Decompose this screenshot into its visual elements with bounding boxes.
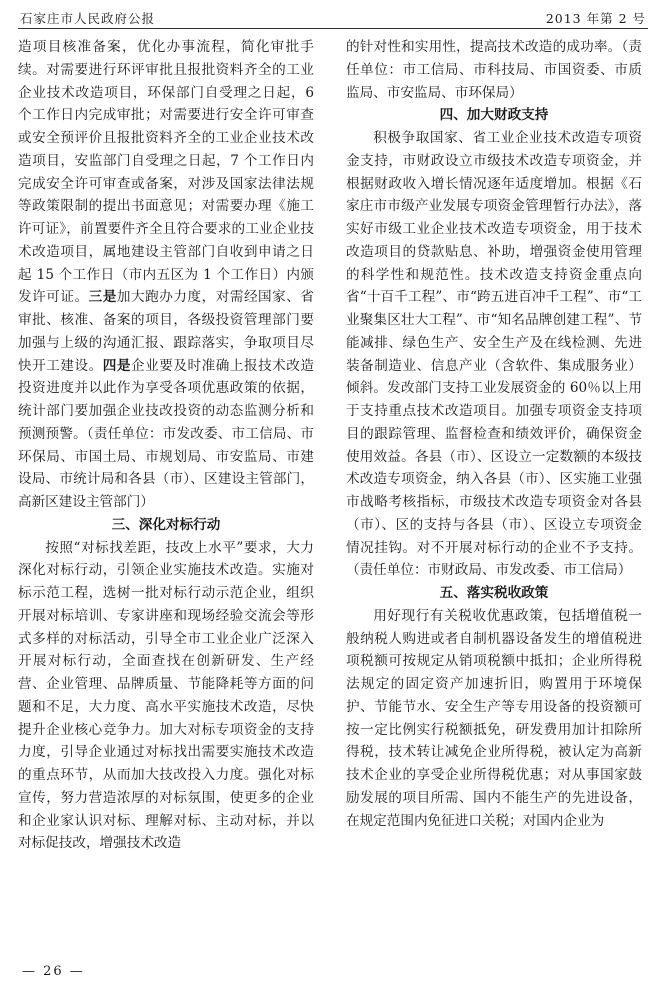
emphasis-point-three: 三是: [88, 289, 117, 306]
page-number: — 26 —: [22, 964, 85, 979]
paragraph-approval: [18, 36, 314, 514]
issue-label: 2013 年第 2 号: [545, 11, 646, 26]
page-header: [18, 6, 648, 29]
section-heading-benchmarking: 三、深化对标行动: [111, 516, 221, 533]
paragraph-benchmarking: 按照“对标找差距，技改上水平”要求，大力深化对标行动，引领企业实施技术改造。实施对标示范工程，选树一批对标行动示范企业，组织开展对标培训、专家讲座和现场经验交流会等形式多样的对标活动，引导全市工业企业广泛深入开展对标行动，全面查找在创新研发、生产经营、企业管理、品牌质量、节能降耗等方面的问题和不足，大力度、高水平实施技术改造，尽快提升企业核心竞争力。加大对标专项资金的支持力度，引导企业通过对标找出需要实施技术改造的重点环节，从而加大技改投入力度。强化对标宣传，努力营造浓厚的对标氛围，使更多的企业和企业家认识对标、理解对标、主动对标，并以对标促技改，增强技术改造: [18, 539, 314, 852]
paragraph-text: 造项目核准备案，优化办事流程，简化审批手续。对需要进行环评审批且报批资料齐全的工业企业技术改造项目，环保部门自受理之日起，6 个工作日内完成审批；对需要进行安全许可审查或安全预评价且报批资料齐全的工业企业技术改造项目，安监部门自受理之日起，7 个工作日内完成安全许可审查或备案，对涉及国家法律法规等政策限制的提出书面意见；对需要办理《施工许可证》，前置要件齐全且符合要求的工业企业技术改造项目，属地建设主管部门自收到申请之日起 15 个工作日（市内五区为 1 个工作日）内颁发许可证。: [18, 39, 314, 306]
left-column: [18, 36, 314, 855]
paragraph-text: 企业要及时准确上报技术改造投资进度并以此作为享受各项优惠政策的依据，统计部门要加强企业技改投资的动态监测分析和预测预警。（责任单位：市发改委、市工信局、市环保局、市国土局、市规划局、市安监局、市建设局、市统计局和各县（市）、区建设主管部门，高新区建设主管部门）: [18, 357, 315, 510]
paragraph-finance: 积极争取国家、省工业企业技术改造专项资金支持，市财政设立市级技术改造专项资金，并根据财政收入增长情况逐年适度增加。根据《石家庄市市级产业发展专项资金管理暂行办法》，落实好市级工业企业技术改造专项资金，用于技术改造项目的贷款贴息、补助，增强资金使用管理的科学性和规范性。技术改造支持资金重点向省“十百千工程”、市“跨五进百冲千工程”、市“工业聚集区壮大工程”、市“知名品牌创建工程”、节能减排、绿色生产、安全生产及在线检测、先进装备制造业、信息产业（含软件、集成服务业）倾斜。发改部门支持工业发展资金的 60％以上用于支持重点技术改造项目。加强专项资金支持项目的跟踪管理、监督检查和绩效评价，确保资金使用效益。各县（市）、区设立一定数额的本级技术改造专项资金，纳入各县（市）、区实施工业强市战略考核指标，市级技术改造专项资金对各县（市）、区的支持与各县（市）、区设立专项资金情况挂钩。对不开展对标行动的企业不予支持。（责任单位：市财政局、市发改委、市工信局）: [346, 130, 642, 579]
section-heading-finance: 四、加大财政支持: [439, 107, 549, 124]
section-heading-tax: 五、落实税收政策: [439, 585, 549, 601]
paragraph-benchmarking-cont: 的针对性和实用性，提高技术改造的成功率。（责任单位：市工信局、市科技局、市国资委、市质监局、市安监局、市环保局）: [346, 39, 642, 101]
emphasis-point-four: 四是: [102, 357, 131, 374]
right-column: [346, 36, 642, 832]
publication-title: 石家庄市人民政府公报: [20, 11, 156, 26]
paragraph-tax: 用好现行有关税收优惠政策，包括增值税一般纳税人购进或者自制机器设备发生的增值税进项税额可按规定从销项税额中抵扣；企业所得税法规定的固定资产加速折旧，购置用于环境保护、节能节水、安全生产等专用设备的投资额可按一定比例实行税额抵免，研发费用加计扣除所得税，技术转让减免企业所得税，被认定为高新技术企业的享受企业所得税优惠；对从事国家鼓励发展的项目所需、国内不能生产的先进设备，在规定范围内免征进口关税；对国内企业为: [346, 607, 642, 829]
paragraph-text: 加大跑办力度，对需经国家、省审批、核准、备案的项目，各级投资管理部门要加强与上级的沟通汇报、跟踪落实，争取项目尽快开工建设。: [18, 289, 315, 374]
